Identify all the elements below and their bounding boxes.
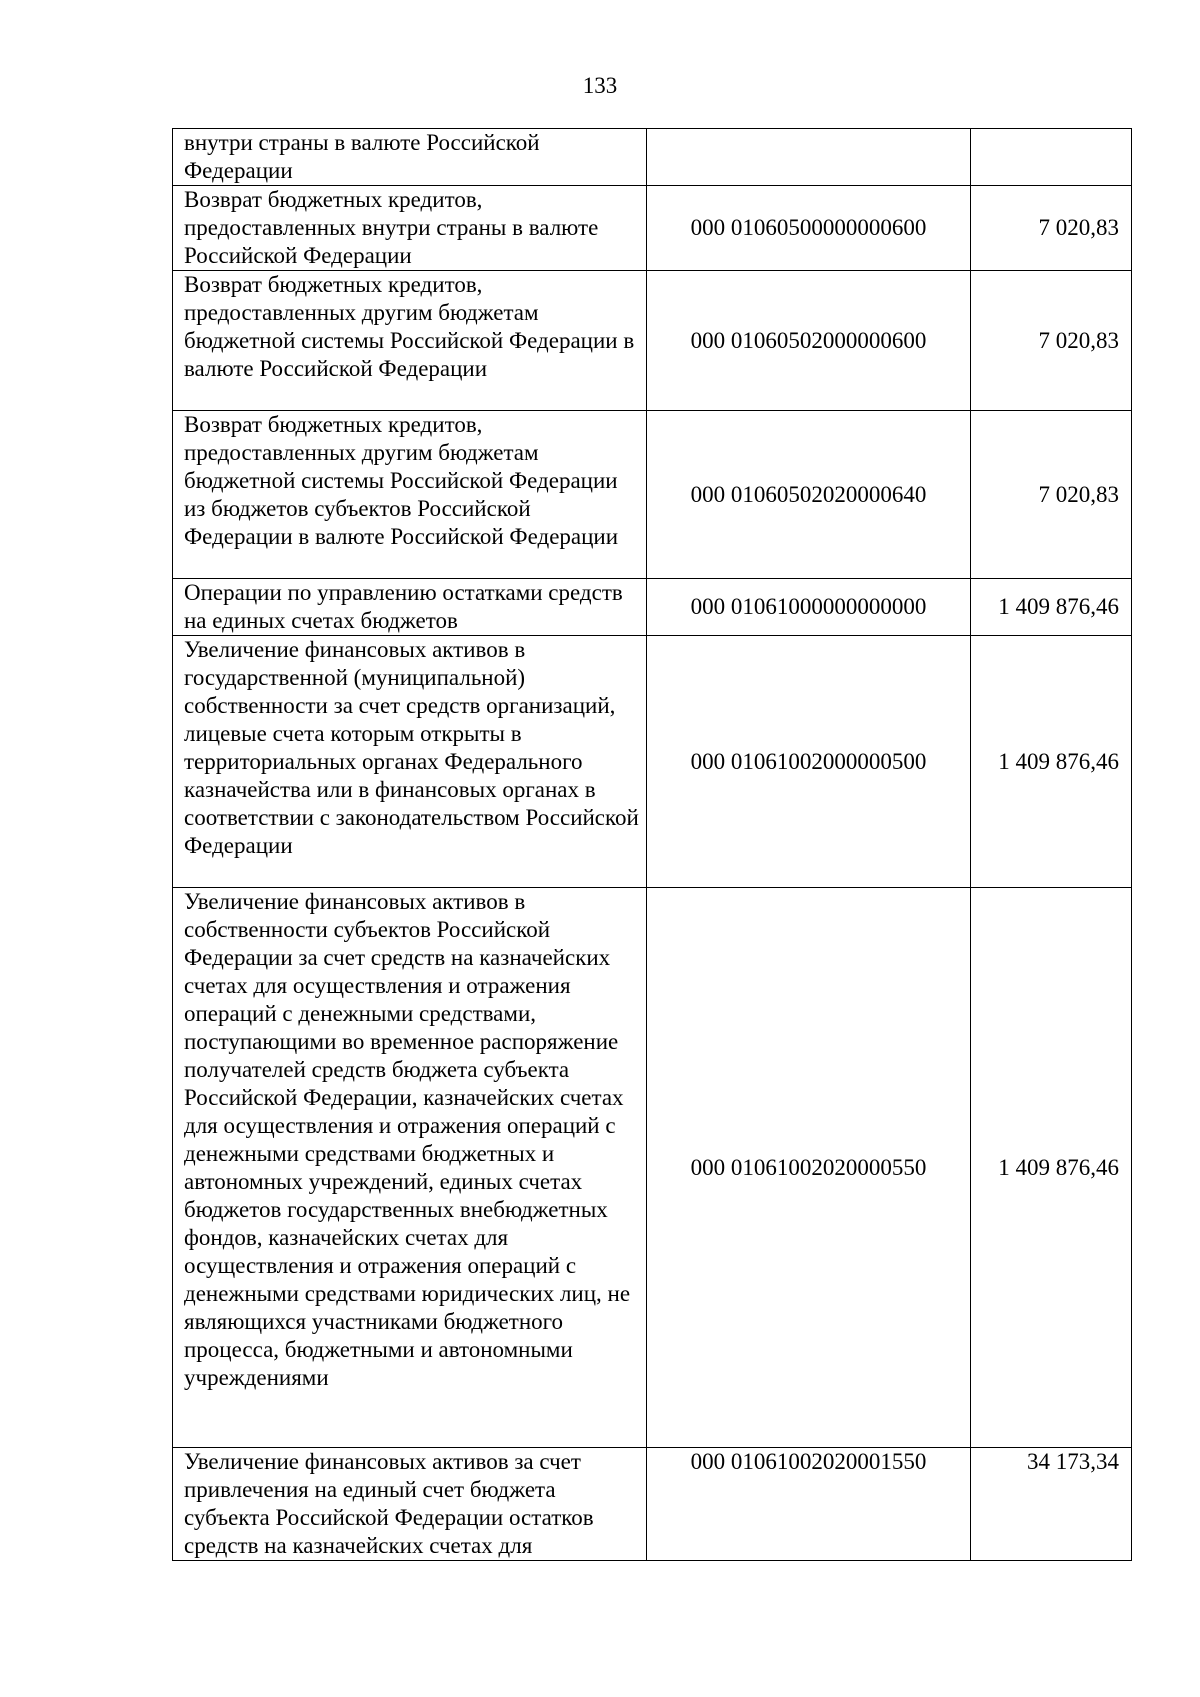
table-row xyxy=(173,1448,1132,1561)
budget-sources-table xyxy=(172,128,1132,1561)
row-amount: 7 020,83 xyxy=(971,271,1132,411)
table-row xyxy=(173,636,1132,888)
row-name: Возврат бюджетных кредитов, предоставленных другим бюджетам бюджетной системы Российской Федерации из бюджетов субъектов Российской Федерации в валюте Российской Федерации xyxy=(173,411,647,579)
row-code: 000 01060502000000600 xyxy=(647,271,971,411)
row-amount: 7 020,83 xyxy=(971,411,1132,579)
row-code: 000 01061002020000550 xyxy=(647,888,971,1448)
row-code: 000 01060502020000640 xyxy=(647,411,971,579)
row-amount: 1 409 876,46 xyxy=(971,636,1132,888)
page-number: 133 xyxy=(582,73,618,98)
row-name: Увеличение финансовых активов в государственной (муниципальной) собственности за счет средств организаций, лицевые счета которым открыты в территориальных органах Федерального казначейства или в финансовых органах в соответствии с законодательством Российской Федерации xyxy=(173,636,647,888)
table-row xyxy=(173,186,1132,271)
row-name: Возврат бюджетных кредитов, предоставленных другим бюджетам бюджетной системы Российской Федерации в валюте Российской Федерации xyxy=(173,271,647,411)
row-name: Увеличение финансовых активов за счет привлечения на единый счет бюджета субъекта Российской Федерации остатков средств на казначейских счетах для xyxy=(173,1448,647,1561)
row-code: 000 01060500000000600 xyxy=(647,186,971,271)
row-name: внутри страны в валюте Российской Федерации xyxy=(173,129,647,186)
row-code: 000 01061000000000000 xyxy=(647,579,971,636)
table-row xyxy=(173,888,1132,1448)
table-row xyxy=(173,579,1132,636)
row-amount: 34 173,34 xyxy=(971,1448,1132,1561)
row-amount: 7 020,83 xyxy=(971,186,1132,271)
row-amount xyxy=(971,129,1132,186)
row-code: 000 01061002020001550 xyxy=(647,1448,971,1561)
row-amount: 1 409 876,46 xyxy=(971,579,1132,636)
row-amount: 1 409 876,46 xyxy=(971,888,1132,1448)
row-name: Увеличение финансовых активов в собственности субъектов Российской Федерации за счет средств на казначейских счетах для осуществления и отражения операций с денежными средствами, поступающими во временное распоряжение получателей средств бюджета субъекта Российской Федерации, казначейских счетах для осуществления и отражения операций с денежными средствами бюджетных и автономных учреждений, единых счетах бюджетов государственных внебюджетных фондов, казначейских счетах для осуществления и отражения операций с денежными средствами юридических лиц, не являющихся участниками бюджетного процесса, бюджетными и автономными учреждениями xyxy=(173,888,647,1448)
row-name: Операции по управлению остатками средств на единых счетах бюджетов xyxy=(173,579,647,636)
table-row xyxy=(173,411,1132,579)
row-name: Возврат бюджетных кредитов, предоставленных внутри страны в валюте Российской Федерации xyxy=(173,186,647,271)
table-row xyxy=(173,271,1132,411)
row-code xyxy=(647,129,971,186)
table-row xyxy=(173,129,1132,186)
row-code: 000 01061002000000500 xyxy=(647,636,971,888)
